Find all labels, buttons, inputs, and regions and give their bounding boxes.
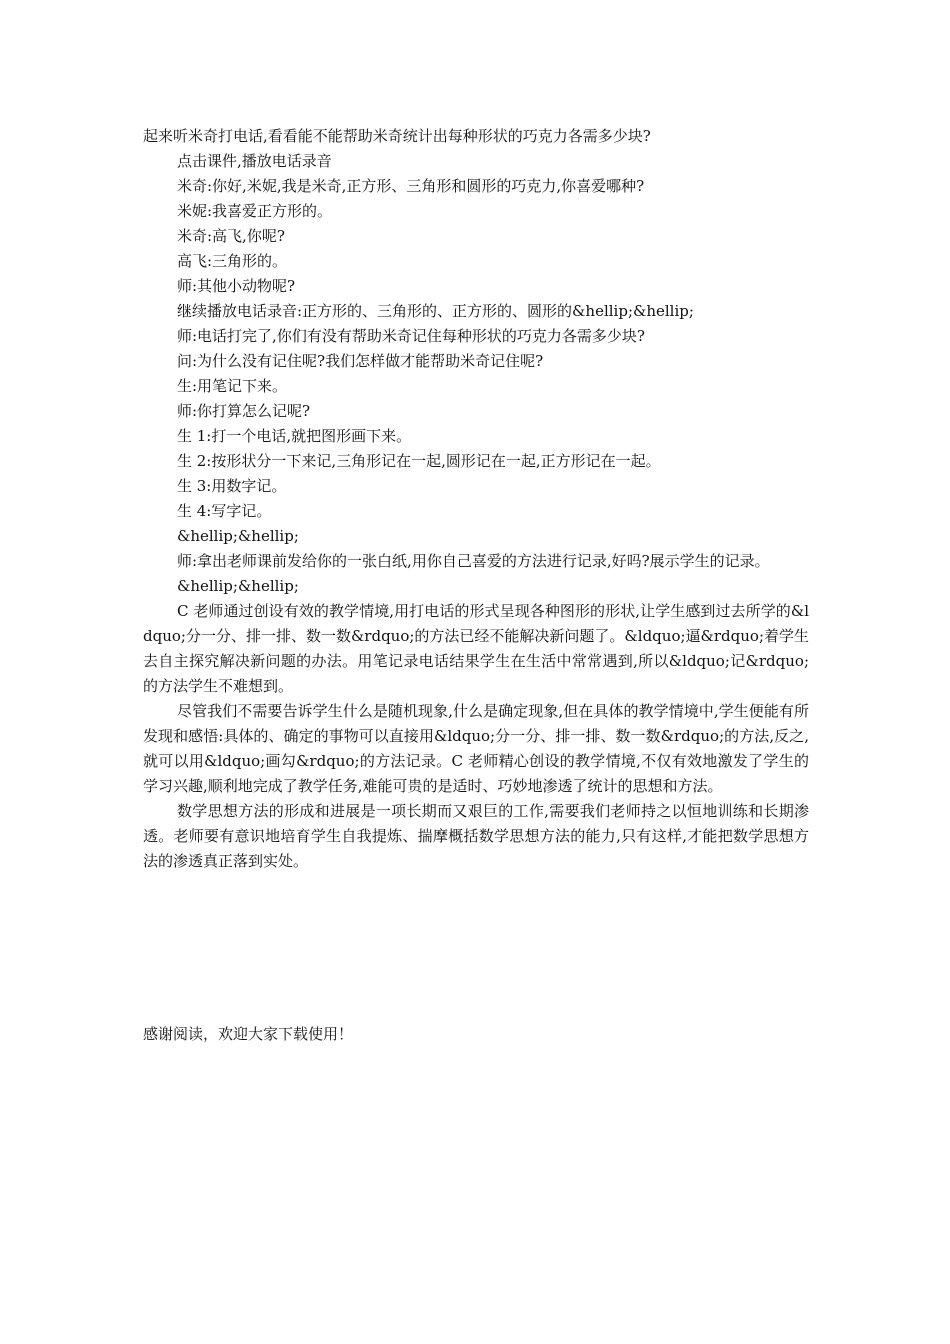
paragraph: 数学思想方法的形成和进展是一项长期而又艰巨的工作,需要我们老师持之以恒地训练和长期渗透。老师要有意识地培育学生自我提炼、揣摩概括数学思想方法的能力,只有这样,才能把数学思想方法的渗透真正落到实处。: [143, 802, 809, 870]
paragraph: 师:你打算怎么记呢?: [177, 402, 311, 420]
paragraph: 米妮:我喜爱正方形的。: [177, 202, 333, 220]
footer-note: 感谢阅读，欢迎大家下载使用！: [143, 1025, 354, 1043]
paragraph: 起来听米奇打电话,看看能不能帮助米奇统计出每种形状的巧克力各需多少块?: [143, 127, 651, 145]
paragraph: 生 1:打一个电话,就把图形画下来。: [177, 427, 412, 445]
paragraph: 师:拿出老师课前发给你的一张白纸,用你自己喜爱的方法进行记录,好吗?展示学生的记录。: [177, 552, 770, 570]
paragraph: 尽管我们不需要告诉学生什么是随机现象,什么是确定现象,但在具体的教学情境中,学生便能有所发现和感悟:具体的、确定的事物可以直接用&ldquo;分一分、排一排、数一数&rdquo;的方法,反之,就可以用&ldquo;画勾&rdquo;的方法记录。C 老师精心创设的教学情境,不仅有效地激发了学生的学习兴趣,顺利地完成了教学任务,难能可贵的是适时、巧妙地渗透了统计的思想和方法。: [143, 702, 809, 795]
paragraph: &hellip;&hellip;: [177, 527, 299, 545]
document-body: [143, 124, 809, 874]
paragraph: 生 4:写字记。: [177, 502, 272, 520]
paragraph: 米奇:高飞,你呢?: [177, 227, 285, 245]
paragraph: &hellip;&hellip;: [177, 577, 299, 595]
paragraph: 继续播放电话录音:正方形的、三角形的、正方形的、圆形的&hellip;&hellip;: [177, 302, 694, 320]
paragraph: 米奇:你好,米妮,我是米奇,正方形、三角形和圆形的巧克力,你喜爱哪种?: [177, 177, 645, 195]
paragraph: 生 3:用数字记。: [177, 477, 287, 495]
paragraph: 生 2:按形状分一下来记,三角形记在一起,圆形记在一起,正方形记在一起。: [177, 452, 661, 470]
paragraph: 生:用笔记下来。: [177, 377, 288, 395]
paragraph: 高飞:三角形的。: [177, 252, 288, 270]
paragraph: 点击课件,播放电话录音: [177, 152, 332, 170]
paragraph: 师:其他小动物呢?: [177, 277, 296, 295]
paragraph: 师:电话打完了,你们有没有帮助米奇记住每种形状的巧克力各需多少块?: [177, 327, 645, 345]
paragraph: C 老师通过创设有效的教学情境,用打电话的形式呈现各种图形的形状,让学生感到过去所学的&ldquo;分一分、排一排、数一数&rdquo;的方法已经不能解决新问题了。&ldquo;逼&rdquo;着学生去自主探究解决新问题的办法。用笔记录电话结果学生在生活中常常遇到,所以&ldquo;记&rdquo;的方法学生不难想到。: [143, 602, 809, 695]
paragraph: 问:为什么没有记住呢?我们怎样做才能帮助米奇记住呢?: [177, 352, 544, 370]
